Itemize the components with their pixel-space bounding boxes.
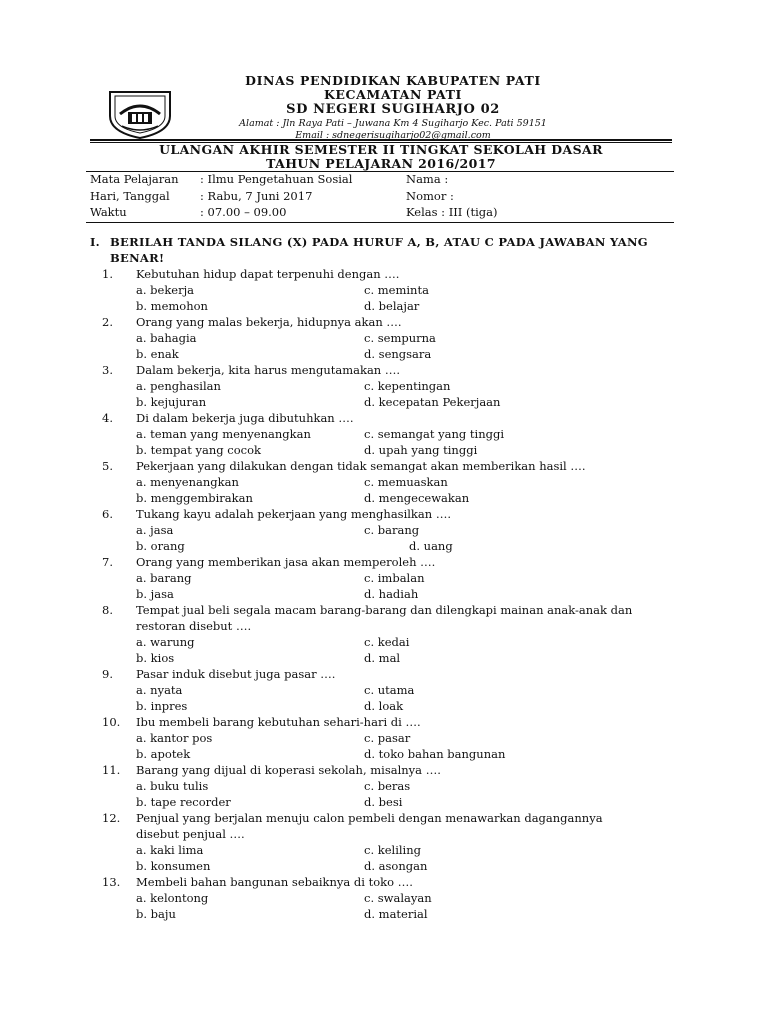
question-item: [90, 410, 670, 458]
option-row: [136, 426, 670, 442]
option-c[interactable]: c. kedai: [364, 635, 410, 649]
question-item: [90, 458, 670, 506]
question-text: Penjual yang berjalan menuju calon pembeli dengan menawarkan dagangannya disebut penjual ….: [136, 811, 603, 841]
option-a[interactable]: a. teman yang menyenangkan: [136, 427, 311, 441]
instruction-text: BERILAH TANDA SILANG (X) PADA HURUF A, B, ATAU C PADA JAWABAN YANG BENAR!: [110, 235, 648, 265]
option-row: [136, 586, 670, 602]
option-d[interactable]: d. uang: [409, 539, 453, 553]
question-text: Pasar induk disebut juga pasar ….: [136, 667, 336, 681]
question-item: [90, 362, 670, 410]
answer-options: [136, 426, 670, 458]
answer-options: [136, 570, 670, 602]
option-b[interactable]: b. baju: [136, 907, 176, 921]
question-text: Orang yang memberikan jasa akan memperoleh ….: [136, 555, 436, 569]
option-row: [136, 890, 670, 906]
question-number: 11.: [102, 763, 121, 777]
option-c[interactable]: c. memuaskan: [364, 475, 448, 489]
question-number: 6.: [102, 507, 113, 521]
question-item: [90, 714, 670, 762]
info-value: : 07.00 – 09.00: [200, 205, 287, 219]
option-b[interactable]: b. apotek: [136, 747, 191, 761]
exam-title-line-2: TAHUN PELAJARAN 2016/2017: [266, 156, 496, 171]
option-row: [136, 394, 670, 410]
option-row: [136, 378, 670, 394]
info-value: : Rabu, 7 Juni 2017: [200, 188, 313, 203]
option-b[interactable]: b. menggembirakan: [136, 491, 253, 505]
option-c[interactable]: c. barang: [364, 523, 420, 537]
option-d[interactable]: d. kecepatan Pekerjaan: [364, 395, 501, 409]
question-item: [90, 554, 670, 602]
option-b[interactable]: b. kejujuran: [136, 395, 207, 409]
option-a[interactable]: a. penghasilan: [136, 379, 221, 393]
option-c[interactable]: c. meminta: [364, 283, 429, 297]
option-a[interactable]: a. barang: [136, 571, 192, 585]
question-number: 12.: [102, 811, 121, 825]
school-email: Email : sdnegerisugiharjo02@gmail.com: [295, 130, 491, 141]
info-label: Waktu: [90, 205, 127, 219]
answer-options: [136, 890, 670, 922]
question-list: [90, 266, 670, 922]
question-text: Orang yang malas bekerja, hidupnya akan ….: [136, 315, 402, 329]
question-text: Tukang kayu adalah pekerjaan yang menghasilkan ….: [136, 507, 451, 521]
question-item: [90, 602, 670, 666]
option-d[interactable]: d. asongan: [364, 859, 428, 873]
exam-title: [90, 143, 672, 171]
option-row: [136, 858, 670, 874]
option-a[interactable]: a. nyata: [136, 683, 183, 697]
option-row: [136, 634, 670, 650]
option-c[interactable]: c. pasar: [364, 731, 411, 745]
option-c[interactable]: c. keliling: [364, 843, 422, 857]
option-row: [136, 346, 670, 362]
question-number: 2.: [102, 315, 113, 329]
option-d[interactable]: d. belajar: [364, 299, 420, 313]
info-row-date: [90, 189, 670, 206]
option-d[interactable]: d. toko bahan bangunan: [364, 747, 506, 761]
option-c[interactable]: c. utama: [364, 683, 415, 697]
letterhead-line-2: KECAMATAN PATI: [323, 87, 463, 102]
question-text: Barang yang dijual di koperasi sekolah, misalnya ….: [136, 763, 441, 777]
option-row: [136, 490, 670, 506]
letterhead-line-3: SD NEGERI SUGIHARJO 02: [286, 102, 500, 117]
option-d[interactable]: d. mal: [364, 651, 401, 665]
letterhead-line-1: DINAS PENDIDIKAN KABUPATEN PATI: [245, 73, 541, 88]
question-number: 10.: [102, 715, 121, 729]
option-row: [136, 746, 670, 762]
option-d[interactable]: d. mengecewakan: [364, 491, 470, 505]
option-row: [136, 298, 670, 314]
option-a[interactable]: a. kaki lima: [136, 843, 204, 857]
question-text: Tempat jual beli segala macam barang-barang dan dilengkapi mainan anak-anak dan restoran disebut ….: [136, 603, 633, 633]
option-d[interactable]: d. hadiah: [364, 587, 419, 601]
exam-info-block: [90, 172, 670, 222]
option-b[interactable]: b. enak: [136, 347, 179, 361]
answer-options: [136, 330, 670, 362]
option-b[interactable]: b. orang: [136, 539, 185, 553]
option-d[interactable]: d. upah yang tinggi: [364, 443, 478, 457]
header-divider-thick: [90, 139, 672, 141]
option-c[interactable]: c. sempurna: [364, 331, 436, 345]
option-b[interactable]: b. tempat yang cocok: [136, 443, 261, 457]
question-number: 8.: [102, 603, 113, 617]
option-a[interactable]: a. kelontong: [136, 891, 209, 905]
question-item: [90, 314, 670, 362]
question-text: Pekerjaan yang dilakukan dengan tidak semangat akan memberikan hasil ….: [136, 459, 586, 473]
option-c[interactable]: c. beras: [364, 779, 411, 793]
option-b[interactable]: b. memohon: [136, 299, 208, 313]
option-row: [136, 538, 670, 554]
school-address: Alamat : Jln Raya Pati – Juwana Km 4 Sugiharjo Kec. Pati 59151: [239, 118, 547, 129]
question-text: Dalam bekerja, kita harus mengutamakan ….: [136, 363, 401, 377]
info-number-field: Nomor :: [406, 188, 454, 203]
option-row: [136, 442, 670, 458]
answer-options: [136, 378, 670, 410]
option-d[interactable]: d. loak: [364, 699, 404, 713]
question-number: 9.: [102, 667, 113, 681]
info-name-field: Nama :: [406, 172, 449, 186]
option-d[interactable]: d. sengsara: [364, 347, 432, 361]
school-letterhead: [190, 74, 596, 142]
option-a[interactable]: a. bahagia: [136, 331, 197, 345]
option-a[interactable]: a. buku tulis: [136, 779, 209, 793]
option-a[interactable]: a. kantor pos: [136, 731, 213, 745]
option-b[interactable]: b. konsumen: [136, 859, 211, 873]
question-item: [90, 874, 670, 922]
question-text: Ibu membeli barang kebutuhan sehari-hari di ….: [136, 715, 421, 729]
question-text: Membeli bahan bangunan sebaiknya di toko ….: [136, 875, 413, 889]
option-b[interactable]: b. tape recorder: [136, 795, 231, 809]
question-number: 5.: [102, 459, 113, 473]
info-label: Mata Pelajaran: [90, 172, 179, 186]
question-text: Kebutuhan hidup dapat terpenuhi dengan ….: [136, 267, 400, 281]
info-value: : Ilmu Pengetahuan Sosial: [200, 172, 353, 186]
option-a[interactable]: a. warung: [136, 635, 195, 649]
option-b[interactable]: b. inpres: [136, 699, 188, 713]
answer-options: [136, 282, 670, 314]
option-c[interactable]: c. imbalan: [364, 571, 425, 585]
option-d[interactable]: d. material: [364, 907, 428, 921]
answer-options: [136, 634, 670, 666]
section-number: I.: [90, 235, 100, 249]
option-row: [136, 906, 670, 922]
option-a[interactable]: a. menyenangkan: [136, 475, 239, 489]
info-bottom-divider: [86, 222, 674, 223]
exam-title-line-1: ULANGAN AKHIR SEMESTER II TINGKAT SEKOLAH DASAR: [159, 142, 603, 157]
question-text: Di dalam bekerja juga dibutuhkan ….: [136, 411, 354, 425]
school-logo-emblem: [106, 86, 174, 140]
option-row: [136, 522, 670, 538]
answer-options: [136, 778, 670, 810]
info-row-time: [90, 205, 670, 222]
info-row-subject: [90, 172, 670, 189]
question-item: [90, 666, 670, 714]
option-row: [136, 570, 670, 586]
answer-options: [136, 682, 670, 714]
option-row: [136, 794, 670, 810]
option-row: [136, 282, 670, 298]
option-a[interactable]: a. jasa: [136, 523, 174, 537]
option-row: [136, 650, 670, 666]
option-c[interactable]: c. semangat yang tinggi: [364, 427, 505, 441]
option-b[interactable]: b. kios: [136, 651, 175, 665]
question-number: 3.: [102, 363, 113, 377]
option-row: [136, 698, 670, 714]
option-row: [136, 730, 670, 746]
question-item: [90, 810, 670, 874]
question-item: [90, 506, 670, 554]
answer-options: [136, 730, 670, 762]
question-item: [90, 762, 670, 810]
option-row: [136, 330, 670, 346]
option-a[interactable]: a. bekerja: [136, 283, 195, 297]
option-row: [136, 474, 670, 490]
answer-options: [136, 474, 670, 506]
option-c[interactable]: c. swalayan: [364, 891, 432, 905]
option-d[interactable]: d. besi: [364, 795, 403, 809]
info-class-field: Kelas : III (tiga): [406, 205, 498, 219]
answer-options: [136, 842, 670, 874]
option-row: [136, 842, 670, 858]
question-number: 7.: [102, 555, 113, 569]
option-row: [136, 778, 670, 794]
question-number: 1.: [102, 267, 113, 281]
option-c[interactable]: c. kepentingan: [364, 379, 451, 393]
option-b[interactable]: b. jasa: [136, 587, 174, 601]
question-number: 13.: [102, 875, 121, 889]
answer-options: [136, 522, 670, 554]
info-label: Hari, Tanggal: [90, 188, 170, 203]
question-item: [90, 266, 670, 314]
question-number: 4.: [102, 411, 113, 425]
option-row: [136, 682, 670, 698]
